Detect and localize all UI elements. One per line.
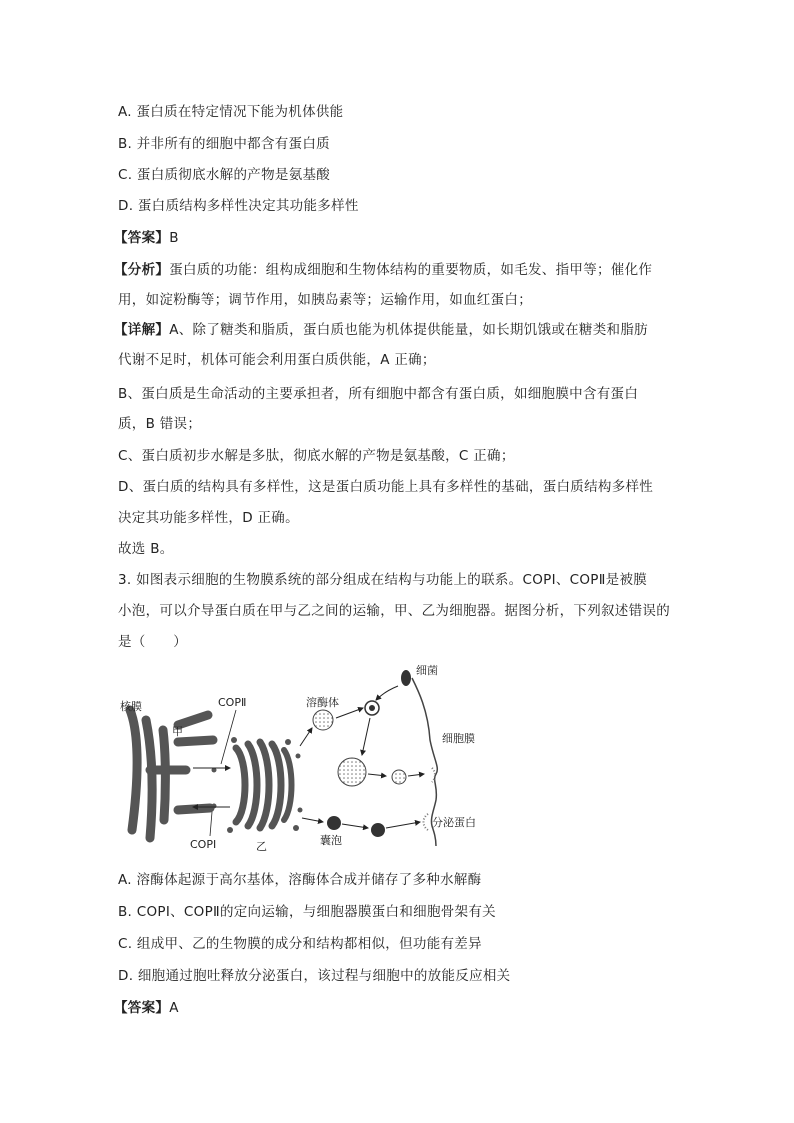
label-secreted-protein: 分泌蛋白 — [432, 816, 476, 829]
membrane-system-diagram — [118, 660, 518, 860]
detail-line-1 — [114, 320, 648, 340]
detail-line-3: B、蛋白质是生命活动的主要承担者，所有细胞中都含有蛋白质，如细胞膜中含有蛋白 — [118, 386, 639, 402]
option-b: B. 并非所有的细胞中都含有蛋白质 — [118, 136, 330, 152]
answer-line — [114, 228, 179, 248]
bacterium — [401, 670, 411, 686]
answer-value: B — [169, 230, 179, 246]
q3-option-a: A. 溶酶体起源于高尔基体，溶酶体合成并储存了多种水解酶 — [118, 872, 482, 888]
q3-option-b: B. COPⅠ、COPⅡ的定向运输，与细胞器膜蛋白和细胞骨架有关 — [118, 904, 496, 920]
label-vesicle: 囊泡 — [320, 834, 342, 847]
detail-line-8: 故选 B。 — [118, 541, 174, 557]
label-cell-membrane: 细胞膜 — [442, 732, 475, 745]
label-copii: COPⅡ — [218, 696, 247, 709]
lysosome — [313, 710, 333, 730]
secretory-vesicle-1 — [327, 816, 341, 830]
q3-answer-line — [114, 998, 179, 1018]
q3-answer-value: A — [169, 1000, 179, 1016]
detail-line-7: 决定其功能多样性，D 正确。 — [118, 510, 299, 526]
secretory-vesicle-2 — [371, 823, 385, 837]
q3-stem-1: 3. 如图表示细胞的生物膜系统的部分组成在结构与功能上的联系。COPⅠ、COPⅡ是被膜 — [118, 572, 648, 588]
analysis-line-1 — [114, 260, 652, 280]
detail-tag: 【详解】 — [114, 322, 170, 338]
detail-line-5: C、蛋白质初步水解是多肽，彻底水解的产物是氨基酸，C 正确； — [118, 448, 515, 464]
label-copi: COPⅠ — [190, 838, 217, 851]
label-yi: 乙 — [256, 840, 267, 853]
residual-body — [392, 770, 406, 784]
secondary-lysosome — [338, 758, 366, 786]
label-lysosome: 溶酶体 — [306, 696, 339, 709]
lysosome-to-phagosome-arrow — [336, 708, 363, 718]
q3-option-d: D. 细胞通过胞吐释放分泌蛋白，该过程与细胞中的放能反应相关 — [118, 968, 511, 984]
label-bacteria: 细菌 — [416, 664, 438, 677]
label-jia: 甲 — [172, 725, 183, 738]
golgi-to-lysosome-arrow — [300, 728, 312, 746]
q3-answer-tag: 【答案】 — [114, 1000, 170, 1016]
golgi-structure — [236, 742, 292, 828]
label-nucleus-membrane: 核膜 — [120, 700, 142, 713]
analysis-line-2: 用，如淀粉酶等；调节作用，如胰岛素等；运输作用，如血红蛋白； — [118, 292, 532, 308]
detail-line-4: 质，B 错误； — [118, 416, 202, 432]
detail-text-1: A、除了糖类和脂质，蛋白质也能为机体提供能量，如长期饥饿或在糖类和脂肪 — [169, 322, 648, 338]
answer-tag: 【答案】 — [114, 230, 170, 246]
analysis-tag: 【分析】 — [114, 262, 170, 278]
detail-line-6: D、蛋白质的结构具有多样性，这是蛋白质功能上具有多样性的基础，蛋白质结构多样性 — [118, 479, 654, 495]
detail-line-2: 代谢不足时，机体可能会利用蛋白质供能，A 正确； — [118, 352, 436, 368]
option-d: D. 蛋白质结构多样性决定其功能多样性 — [118, 198, 359, 214]
q3-stem-3: 是（ ） — [118, 634, 187, 650]
q3-stem-2: 小泡，可以介导蛋白质在甲与乙之间的运输，甲、乙为细胞器。据图分析，下列叙述错误的 — [118, 603, 670, 619]
q3-option-c: C. 组成甲、乙的生物膜的成分和结构都相似，但功能有差异 — [118, 936, 482, 952]
option-c: C. 蛋白质彻底水解的产物是氨基酸 — [118, 167, 331, 183]
option-a: A. 蛋白质在特定情况下能为机体供能 — [118, 104, 344, 120]
analysis-text-1: 蛋白质的功能：组构成细胞和生物体结构的重要物质，如毛发、指甲等；催化作 — [169, 262, 653, 278]
